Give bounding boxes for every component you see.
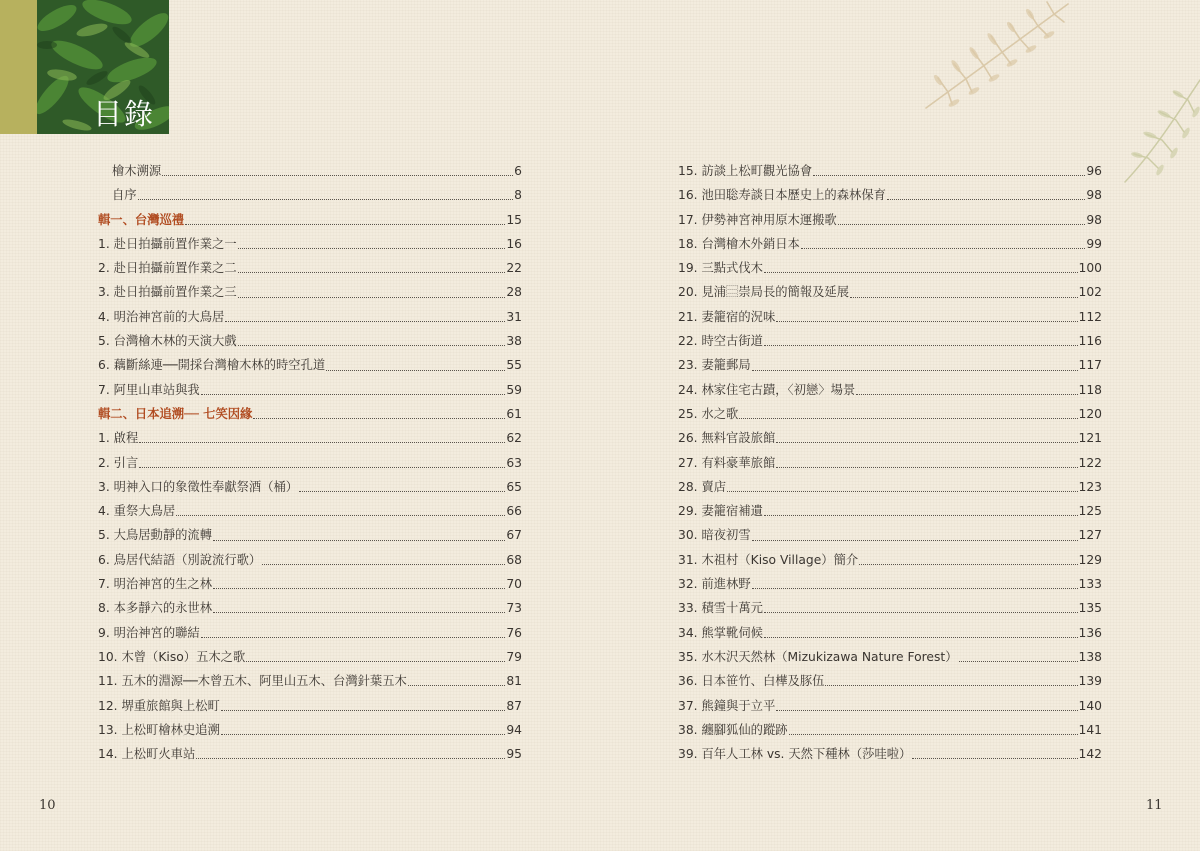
toc-entry-title: 檜木溯源 [112,164,162,178]
toc-entry-title: 自序 [112,188,137,203]
toc-entry-page: 135 [1078,601,1102,616]
toc-entry [98,305,522,329]
toc-entry-title: 20. 見浦⿳崇局長的簡報及延展 [678,285,850,300]
toc-entry [678,718,1102,742]
toc-entry [98,451,522,475]
toc-entry [98,645,522,669]
toc-entry-page: 15 [506,212,522,227]
dot-leader [856,393,1077,395]
toc-entry-page: 76 [506,625,522,640]
toc-entry-title: 35. 水木沢天然林（Mizukizawa Nature Forest） [678,649,958,664]
toc-section-heading [98,402,522,426]
toc-entry-page: 94 [506,722,522,737]
dot-leader [764,271,1078,273]
toc-entry-title: 17. 伊勢神宮神用原木運搬歌 [678,212,837,227]
page-number-right: 11 [1146,798,1163,813]
toc-entry-page: 38 [506,334,522,349]
toc-entry [98,718,522,742]
toc-entry-title: 36. 日本笹竹、白樺及豚伍 [678,674,825,689]
toc-section-heading [98,208,522,232]
toc-entry [678,669,1102,693]
toc-entry-page: 96 [1086,164,1102,178]
toc-entry [98,183,522,207]
toc-entry [678,694,1102,718]
toc-entry [678,645,1102,669]
toc-entry-title: 31. 木祖村（Kiso Village）簡介 [678,552,859,567]
toc-entry-page: 8 [514,188,522,203]
dot-leader [801,247,1086,249]
toc-entry-page: 142 [1078,747,1102,762]
dot-leader [185,223,505,225]
toc-entry [678,329,1102,353]
toc-entry-page: 31 [506,309,522,324]
toc-entry-page: 100 [1078,261,1102,276]
dot-leader [752,587,1078,589]
dot-leader [238,296,506,298]
toc-entry [678,378,1102,402]
toc-entry [678,572,1102,596]
toc-entry-title: 21. 妻籠宿的況味 [678,309,776,324]
toc-entry [678,499,1102,523]
toc-entry-page: 139 [1078,674,1102,689]
toc-entry-page: 120 [1078,406,1102,421]
toc-heading: 目錄 [93,97,156,131]
toc-entry [98,426,522,450]
toc-entry-title: 33. 積雪十萬元 [678,601,763,616]
toc-entry-title: 6. 藕斷絲連──開採台灣檜木林的時空孔道 [98,358,326,373]
toc-entry [678,426,1102,450]
dot-leader [408,684,506,686]
toc-entry [678,159,1102,183]
toc-entry-page: 121 [1078,431,1102,446]
toc-entry-page: 73 [506,601,522,616]
dot-leader [776,441,1077,443]
dot-leader [221,709,506,711]
toc-entry-page: 129 [1078,552,1102,567]
dot-leader [752,369,1078,371]
toc-entry [98,523,522,547]
toc-entry-title: 37. 熊鐘與于立平 [678,698,776,713]
toc-entry [678,305,1102,329]
dot-leader [859,563,1077,565]
toc-entry-title: 27. 有料豪華旅館 [678,455,776,470]
toc-entry-page: 6 [514,164,522,178]
dot-leader [176,514,505,516]
dot-leader [238,271,506,273]
toc-entry [98,572,522,596]
dot-leader [850,296,1077,298]
toc-entry-page: 22 [506,261,522,276]
toc-entry [678,280,1102,304]
toc-entry-title: 23. 妻籠郵局 [678,358,751,373]
dot-leader [752,539,1078,541]
toc-entry [678,475,1102,499]
fern-illustration-top [918,0,1073,120]
dot-leader [213,611,505,613]
toc-entry-page: 140 [1078,698,1102,713]
toc-entry [98,475,522,499]
toc-entry-page: 87 [506,698,522,713]
toc-entry-title: 2. 引言 [98,455,139,470]
toc-entry-page: 141 [1078,722,1102,737]
toc-entry [98,742,522,766]
toc-entry-page: 68 [506,552,522,567]
toc-entry-title: 15. 訪談上松町觀光協會 [678,164,813,178]
dot-leader [764,344,1078,346]
toc-entry-page: 102 [1078,285,1102,300]
toc-right-column [678,159,1102,766]
toc-entry-page: 116 [1078,334,1102,349]
toc-entry-title: 22. 時空古街道 [678,334,763,349]
dot-leader [299,490,505,492]
toc-entry-title: 34. 熊掌靴伺候 [678,625,763,640]
toc-entry-page: 125 [1078,504,1102,519]
toc-entry [678,402,1102,426]
toc-entry [98,596,522,620]
toc-entry-page: 98 [1086,212,1102,227]
dot-leader [162,174,513,176]
toc-entry-title: 7. 明治神宮的生之林 [98,577,213,592]
toc-entry-title: 39. 百年人工林 vs. 天然下種林（莎哇啦） [678,747,912,762]
fern-illustration-side [1120,70,1200,185]
dot-leader [813,174,1085,176]
toc-entry-title: 18. 台灣檜木外銷日本 [678,236,800,251]
page-number-left: 10 [39,798,56,813]
dot-leader [825,684,1077,686]
dot-leader [221,733,506,735]
toc-entry-title: 30. 暗夜初雪 [678,528,751,543]
toc-entry-title: 11. 五木的淵源──木曾五木、阿里山五木、台灣針葉五木 [98,674,407,689]
dot-leader [912,757,1077,759]
dot-leader [838,223,1086,225]
toc-entry [678,232,1102,256]
dot-leader [262,563,505,565]
toc-entry-page: 79 [506,649,522,664]
toc-entry-title: 12. 堺重旅館與上松町 [98,698,220,713]
toc-entry-page: 98 [1086,188,1102,203]
toc-entry-title: 24. 林家住宅古蹟，〈初戀〉場景 [678,382,856,397]
toc-entry-title: 5. 大鳥居動靜的流轉 [98,528,213,543]
toc-entry-title: 2. 赴日拍攝前置作業之二 [98,261,237,276]
toc-entry-page: 61 [506,406,522,421]
toc-entry-title: 8. 本多靜六的永世林 [98,601,213,616]
toc-entry-title: 5. 台灣檜木林的天演大戲 [98,334,237,349]
dot-leader [246,660,505,662]
toc-entry [678,621,1102,645]
toc-entry-title: 32. 前進林野 [678,577,751,592]
toc-entry-page: 62 [506,431,522,446]
dot-leader [776,466,1077,468]
dot-leader [225,320,505,322]
toc-entry [98,256,522,280]
dot-leader [238,247,506,249]
toc-entry [98,548,522,572]
toc-entry [98,232,522,256]
toc-left-column [98,159,522,766]
dot-leader [138,198,514,200]
dot-leader [739,417,1077,419]
dot-leader [789,733,1078,735]
toc-entry [678,451,1102,475]
toc-entry [678,742,1102,766]
toc-entry-title: 26. 無料官設旅館 [678,431,776,446]
toc-entry [678,256,1102,280]
dot-leader [201,393,506,395]
dot-leader [139,466,505,468]
toc-entry-title: 1. 啟程 [98,431,139,446]
toc-entry-page: 117 [1078,358,1102,373]
toc-entry-title: 1. 赴日拍攝前置作業之一 [98,236,237,251]
toc-entry-title: 19. 三點式伐木 [678,261,763,276]
toc-entry [98,329,522,353]
dot-leader [764,636,1078,638]
toc-entry-title: 6. 鳥居代結語（別說流行歌） [98,552,262,567]
toc-entry [98,280,522,304]
toc-entry [98,159,522,183]
dot-leader [764,514,1078,516]
toc-entry-page: 63 [506,455,522,470]
toc-entry-title: 25. 水之歌 [678,406,739,421]
dot-leader [238,344,506,346]
toc-entry-page: 122 [1078,455,1102,470]
toc-entry [678,523,1102,547]
toc-entry-page: 133 [1078,577,1102,592]
toc-entry-title: 29. 妻籠宿補遺 [678,504,763,519]
dot-leader [326,369,505,371]
toc-entry [678,548,1102,572]
toc-entry-page: 118 [1078,382,1102,397]
toc-entry-page: 67 [506,528,522,543]
toc-entry [98,621,522,645]
toc-entry-page: 65 [506,479,522,494]
toc-entry [678,596,1102,620]
toc-entry-title: 輯二、日本追溯── 七笑因緣 [98,406,253,421]
toc-entry-title: 10. 木曾（Kiso）五木之歌 [98,649,246,664]
toc-entry-page: 55 [506,358,522,373]
toc-entry-page: 99 [1086,236,1102,251]
dot-leader [213,539,505,541]
toc-entry-page: 123 [1078,479,1102,494]
toc-entry-page: 28 [506,285,522,300]
dot-leader [776,709,1077,711]
toc-entry-page: 136 [1078,625,1102,640]
dot-leader [253,417,505,419]
toc-entry-page: 127 [1078,528,1102,543]
toc-entry [678,353,1102,377]
dot-leader [201,636,506,638]
toc-entry [678,208,1102,232]
toc-entry-title: 4. 重祭大鳥居 [98,504,176,519]
toc-entry-title: 輯一、台灣巡禮 [98,212,185,227]
toc-entry-title: 3. 明神入口的象徵性奉獻祭酒（桶） [98,479,299,494]
toc-entry-page: 70 [506,577,522,592]
toc-entry [98,669,522,693]
toc-entry-title: 38. 纏腳狐仙的蹤跡 [678,722,788,737]
toc-entry-title: 13. 上松町檜林史追溯 [98,722,220,737]
toc-entry [98,353,522,377]
toc-entry-page: 16 [506,236,522,251]
toc-entry-title: 28. 賣店 [678,479,727,494]
toc-entry [98,378,522,402]
toc-entry-page: 95 [506,747,522,762]
toc-entry-page: 138 [1078,649,1102,664]
toc-entry-title: 9. 明治神宮的聯結 [98,625,200,640]
dot-leader [196,757,505,759]
toc-entry-page: 59 [506,382,522,397]
toc-entry [98,499,522,523]
toc-entry-page: 112 [1078,309,1102,324]
toc-entry-title: 16. 池田聡寿談日本歷史上的森林保育 [678,188,886,203]
toc-entry [678,183,1102,207]
toc-entry-page: 66 [506,504,522,519]
toc-entry [98,694,522,718]
dot-leader [213,587,505,589]
dot-leader [139,441,505,443]
dot-leader [959,660,1078,662]
toc-entry-title: 14. 上松町火車站 [98,747,196,762]
toc-entry-title: 3. 赴日拍攝前置作業之三 [98,285,237,300]
dot-leader [764,611,1078,613]
olive-color-band [0,0,37,134]
dot-leader [776,320,1077,322]
toc-entry-title: 4. 明治神宮前的大鳥居 [98,309,225,324]
toc-entry-page: 81 [506,674,522,689]
dot-leader [727,490,1077,492]
dot-leader [887,198,1085,200]
toc-entry-title: 7. 阿里山車站與我 [98,382,200,397]
